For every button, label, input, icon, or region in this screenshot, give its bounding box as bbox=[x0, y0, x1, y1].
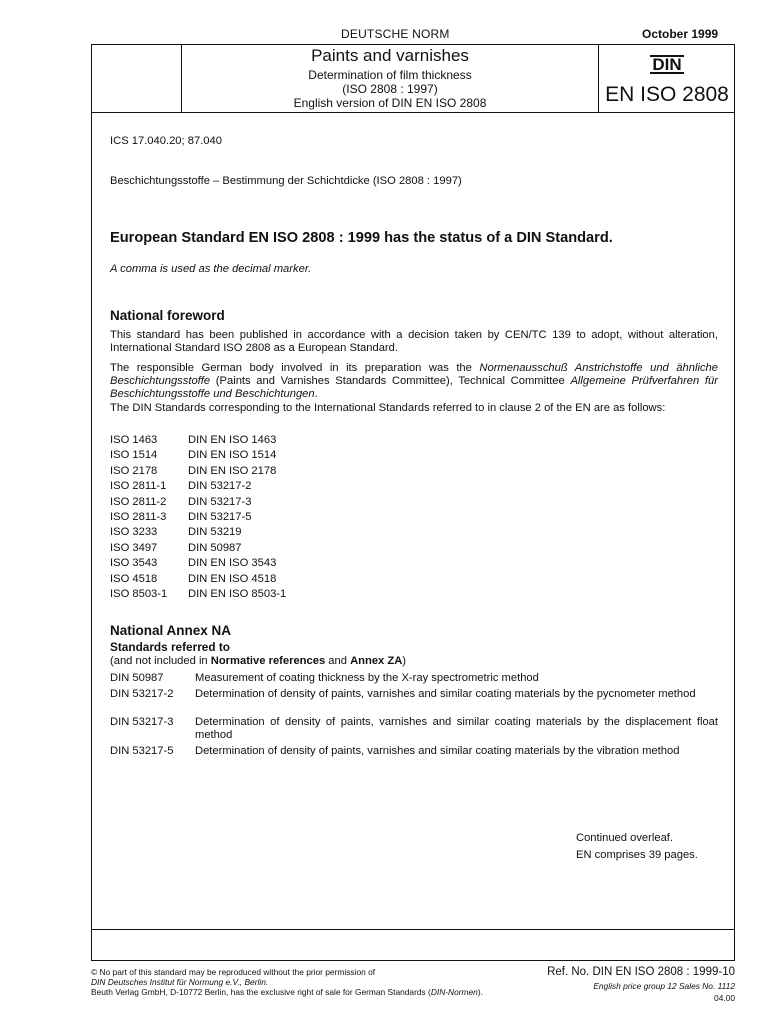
reference-number: Ref. No. DIN EN ISO 2808 : 1999-10 bbox=[547, 966, 735, 978]
standard-number: EN ISO 2808 bbox=[605, 83, 729, 106]
title-block-right-divider bbox=[598, 44, 599, 112]
committee-name: Normenausschuß Anstrichstoffe und ähnliche Beschichtungsstoffe bbox=[110, 362, 718, 387]
title-block-left-divider bbox=[181, 44, 182, 112]
din-logo-text: DIN bbox=[652, 55, 682, 74]
table-row: ISO 3497 DIN 50987 bbox=[110, 541, 242, 554]
table-row: ISO 1514 DIN EN ISO 1514 bbox=[110, 449, 277, 462]
copyright-line-3: Beuth Verlag GmbH, D-10772 Berlin, has the exclusive right of sale for German Standards (DIN-Normen). bbox=[91, 987, 483, 997]
copyright-line-2: DIN Deutsches Institut für Normung e.V., Berlin. bbox=[91, 977, 269, 987]
table-row: ISO 2811-2 DIN 53217-3 bbox=[110, 495, 252, 508]
technical-committee-name: Allgemeine Prüfverfahren für Beschichtungsstoffe und Beschichtungen bbox=[110, 375, 718, 400]
title-block-divider bbox=[91, 112, 735, 113]
foreword-paragraph-3: The DIN Standards corresponding to the International Standards referred to in clause 2 of the EN are as follows: bbox=[110, 402, 666, 414]
table-row: ISO 3543 DIN EN ISO 3543 bbox=[110, 557, 277, 570]
publication-date: October 1999 bbox=[642, 27, 719, 41]
table-row: ISO 3233 DIN 53219 bbox=[110, 526, 242, 539]
annex-note: (and not included in Normative references and Annex ZA) bbox=[110, 655, 407, 667]
document-title: Paints and varnishes bbox=[311, 46, 469, 65]
foreword-paragraph-1: This standard has been published in accordance with a decision taken by CEN/TC 139 to adopt, without alteration, International Standard ISO 2808 as a European Standard. bbox=[110, 329, 718, 354]
correspondence-table bbox=[110, 433, 286, 602]
german-title: Beschichtungsstoffe – Bestimmung der Schichtdicke (ISO 2808 : 1997) bbox=[110, 175, 462, 187]
table-row: ISO 4518 DIN EN ISO 4518 bbox=[110, 572, 277, 585]
document-subtitle: Determination of film thickness bbox=[308, 68, 472, 82]
foreword-paragraph-2: The responsible German body involved in its preparation was the Normenausschuß Anstrichstoffe und ähnliche Beschichtungsstoffe (Paints and Varnishes Standards Committee), Technical Committee Allgemeine Prüfverfahren für Beschichtungsstoffe und Beschichtungen. bbox=[110, 362, 718, 400]
page-count: EN comprises 39 pages. bbox=[576, 849, 698, 861]
decimal-note: A comma is used as the decimal marker. bbox=[110, 263, 312, 275]
norm-label: DEUTSCHE NORM bbox=[341, 27, 450, 41]
edition-code: 04.00 bbox=[714, 993, 735, 1003]
table-row: ISO 2811-3 DIN 53217-5 bbox=[110, 510, 252, 523]
table-row: ISO 8503-1 DIN EN ISO 8503-1 bbox=[110, 587, 287, 600]
annex-subheading: Standards referred to bbox=[110, 640, 230, 654]
din-logo bbox=[600, 55, 734, 74]
annex-heading: National Annex NA bbox=[110, 623, 232, 638]
table-row: ISO 1463 DIN EN ISO 1463 bbox=[110, 434, 277, 446]
price-group: English price group 12 Sales No. 1112 bbox=[593, 981, 735, 991]
continued-note: Continued overleaf. bbox=[576, 832, 674, 844]
foreword-heading: National foreword bbox=[110, 308, 225, 323]
table-row: ISO 2178 DIN EN ISO 2178 bbox=[110, 464, 277, 477]
copyright-line-1: © No part of this standard may be reproduced without the prior permission of bbox=[91, 967, 376, 977]
document-subtitle-iso: (ISO 2808 : 1997) bbox=[342, 82, 438, 96]
bottom-divider bbox=[91, 929, 735, 930]
document-subtitle-version: English version of DIN EN ISO 2808 bbox=[293, 96, 487, 110]
ics-code: ICS 17.040.20; 87.040 bbox=[110, 135, 222, 147]
table-row: ISO 2811-1 DIN 53217-2 bbox=[110, 480, 252, 493]
status-heading: European Standard EN ISO 2808 : 1999 has the status of a DIN Standard. bbox=[110, 230, 613, 246]
